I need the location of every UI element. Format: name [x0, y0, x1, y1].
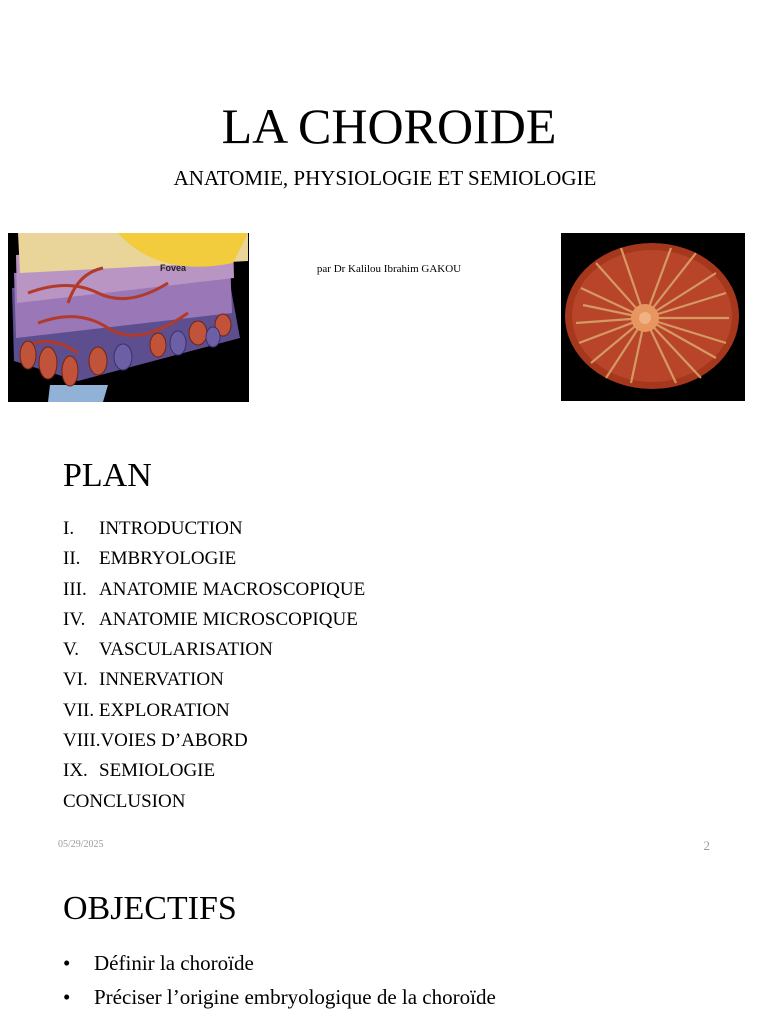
list-item-label: EXPLORATION [98, 699, 230, 721]
list-item-label: EMBRYOLOGIE [99, 548, 237, 570]
list-item-label: Définir la choroïde [94, 951, 254, 975]
author-credit: par Dr Kalilou Ibrahim GAKOU [316, 263, 462, 275]
list-item-number: VII. [63, 699, 95, 721]
list-item-label: ANATOMIE MICROSCOPIQUE [99, 608, 358, 630]
list-item [63, 726, 365, 756]
list-item-number: III. [63, 578, 87, 600]
list-item-label: ANATOMIE MACROSCOPIQUE [99, 578, 366, 600]
slide-page-number: 2 [703, 838, 710, 853]
list-item-label: SEMIOLOGIE [99, 760, 216, 782]
list-item [63, 605, 365, 635]
choroid-cross-section-illustration [8, 233, 249, 402]
list-item-label: INNERVATION [99, 669, 224, 691]
slide-subtitle: ANATOMIE, PHYSIOLOGIE ET SEMIOLOGIE [173, 166, 597, 190]
fovea-label: Fovea [160, 263, 187, 273]
list-item-number: VI. [63, 669, 88, 691]
list-item [63, 696, 365, 726]
objectives-list [63, 947, 496, 1014]
objectives-heading: OBJECTIFS [63, 890, 237, 927]
list-item-label: VOIES D’ABORD [100, 730, 248, 752]
list-item-number: I. [63, 518, 75, 539]
list-item-label: INTRODUCTION [99, 518, 243, 539]
choroid-vessels-flat-mount-image [561, 233, 745, 401]
list-item-number: II. [63, 548, 81, 570]
list-item-label: Préciser l’origine embryologique de la choroïde [94, 984, 496, 1009]
bullet-icon: • [63, 951, 71, 975]
list-item-number: VIII. [63, 730, 101, 752]
bullet-icon: • [63, 984, 71, 1009]
list-item [63, 514, 365, 544]
list-item [63, 981, 496, 1015]
list-item-number: IV. [63, 608, 86, 630]
slide-date: 05/29/2025 [58, 839, 104, 850]
list-item [63, 787, 365, 817]
list-item-label: CONCLUSION [63, 790, 186, 812]
list-item [63, 544, 365, 574]
plan-heading: PLAN [63, 457, 152, 494]
list-item [63, 665, 365, 695]
list-item [63, 947, 496, 981]
list-item-label: VASCULARISATION [99, 639, 273, 661]
list-item-number: IX. [63, 760, 88, 782]
list-item [63, 635, 365, 665]
slide-title: LA CHOROIDE [221, 98, 557, 154]
plan-list [63, 514, 365, 817]
list-item-number: V. [63, 639, 80, 661]
list-item [63, 575, 365, 605]
list-item [63, 756, 365, 786]
